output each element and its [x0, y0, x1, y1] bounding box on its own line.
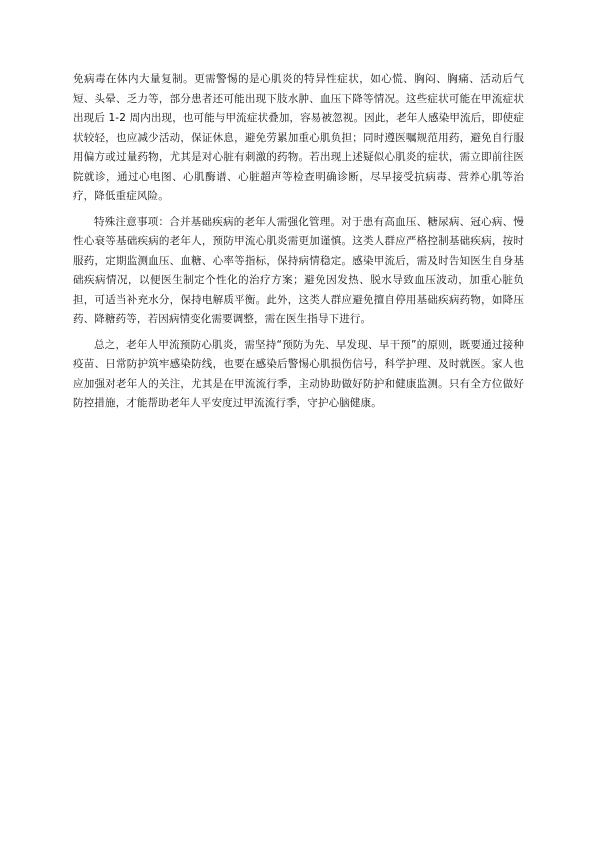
paragraph-conclusion: 总之，老年人甲流预防心肌炎，需坚持“预防为先、早发现、早干预”的原则，既要通过接种疫苗、日常防护筑牢感染防线，也要在感染后警惕心肌损伤信号，科学护理、及时就医。家人也应加强对老年人的关注，尤其是在甲流流行季，主动协助做好防护和健康监测。只有全方位做好防控措施，才能帮助老年人平安度过甲流流行季，守护心脑健康。: [73, 338, 524, 409]
paragraph-symptoms: 免病毒在体内大量复制。更需警惕的是心肌炎的特异性症状，如心慌、胸闷、胸痛、活动后气短、头晕、乏力等，部分患者还可能出现下肢水肿、血压下降等情况。这些症状可能在甲流症状出现后 1-2 周内出现，也可能与甲流症状叠加，容易被忽视。因此，老年人感染甲流后，即使症状较轻，也应减少活动，保证休息，避免劳累加重心肌负担；同时遵医嘱规范用药，避免自行服用偏方或过量药物，尤其是对心脏有刺激的药物。若出现上述疑似心肌炎的症状，需立即前往医院就诊，通过心电图、心肌酶谱、心脏超声等检查明确诊断，尽早接受抗病毒、营养心肌等治疗，降低重症风险。: [73, 73, 524, 202]
document-body: [73, 70, 524, 420]
paragraph-special-notes: 特殊注意事项：合并基础疾病的老年人需强化管理。对于患有高血压、糖尿病、冠心病、慢性心衰等基础疾病的老年人，预防甲流心肌炎需更加谨慎。这类人群应严格控制基础疾病，按时服药，定期监测血压、血糖、心率等指标，保持病情稳定。感染甲流后，需及时告知医生自身基础疾病情况，以便医生制定个性化的治疗方案；避免因发热、脱水导致血压波动，加重心脏负担，可适当补充水分，保持电解质平衡。此外，这类人群应避免擅自停用基础疾病药物，如降压药、降糖药等，若因病情变化需要调整，需在医生指导下进行。: [73, 215, 524, 325]
